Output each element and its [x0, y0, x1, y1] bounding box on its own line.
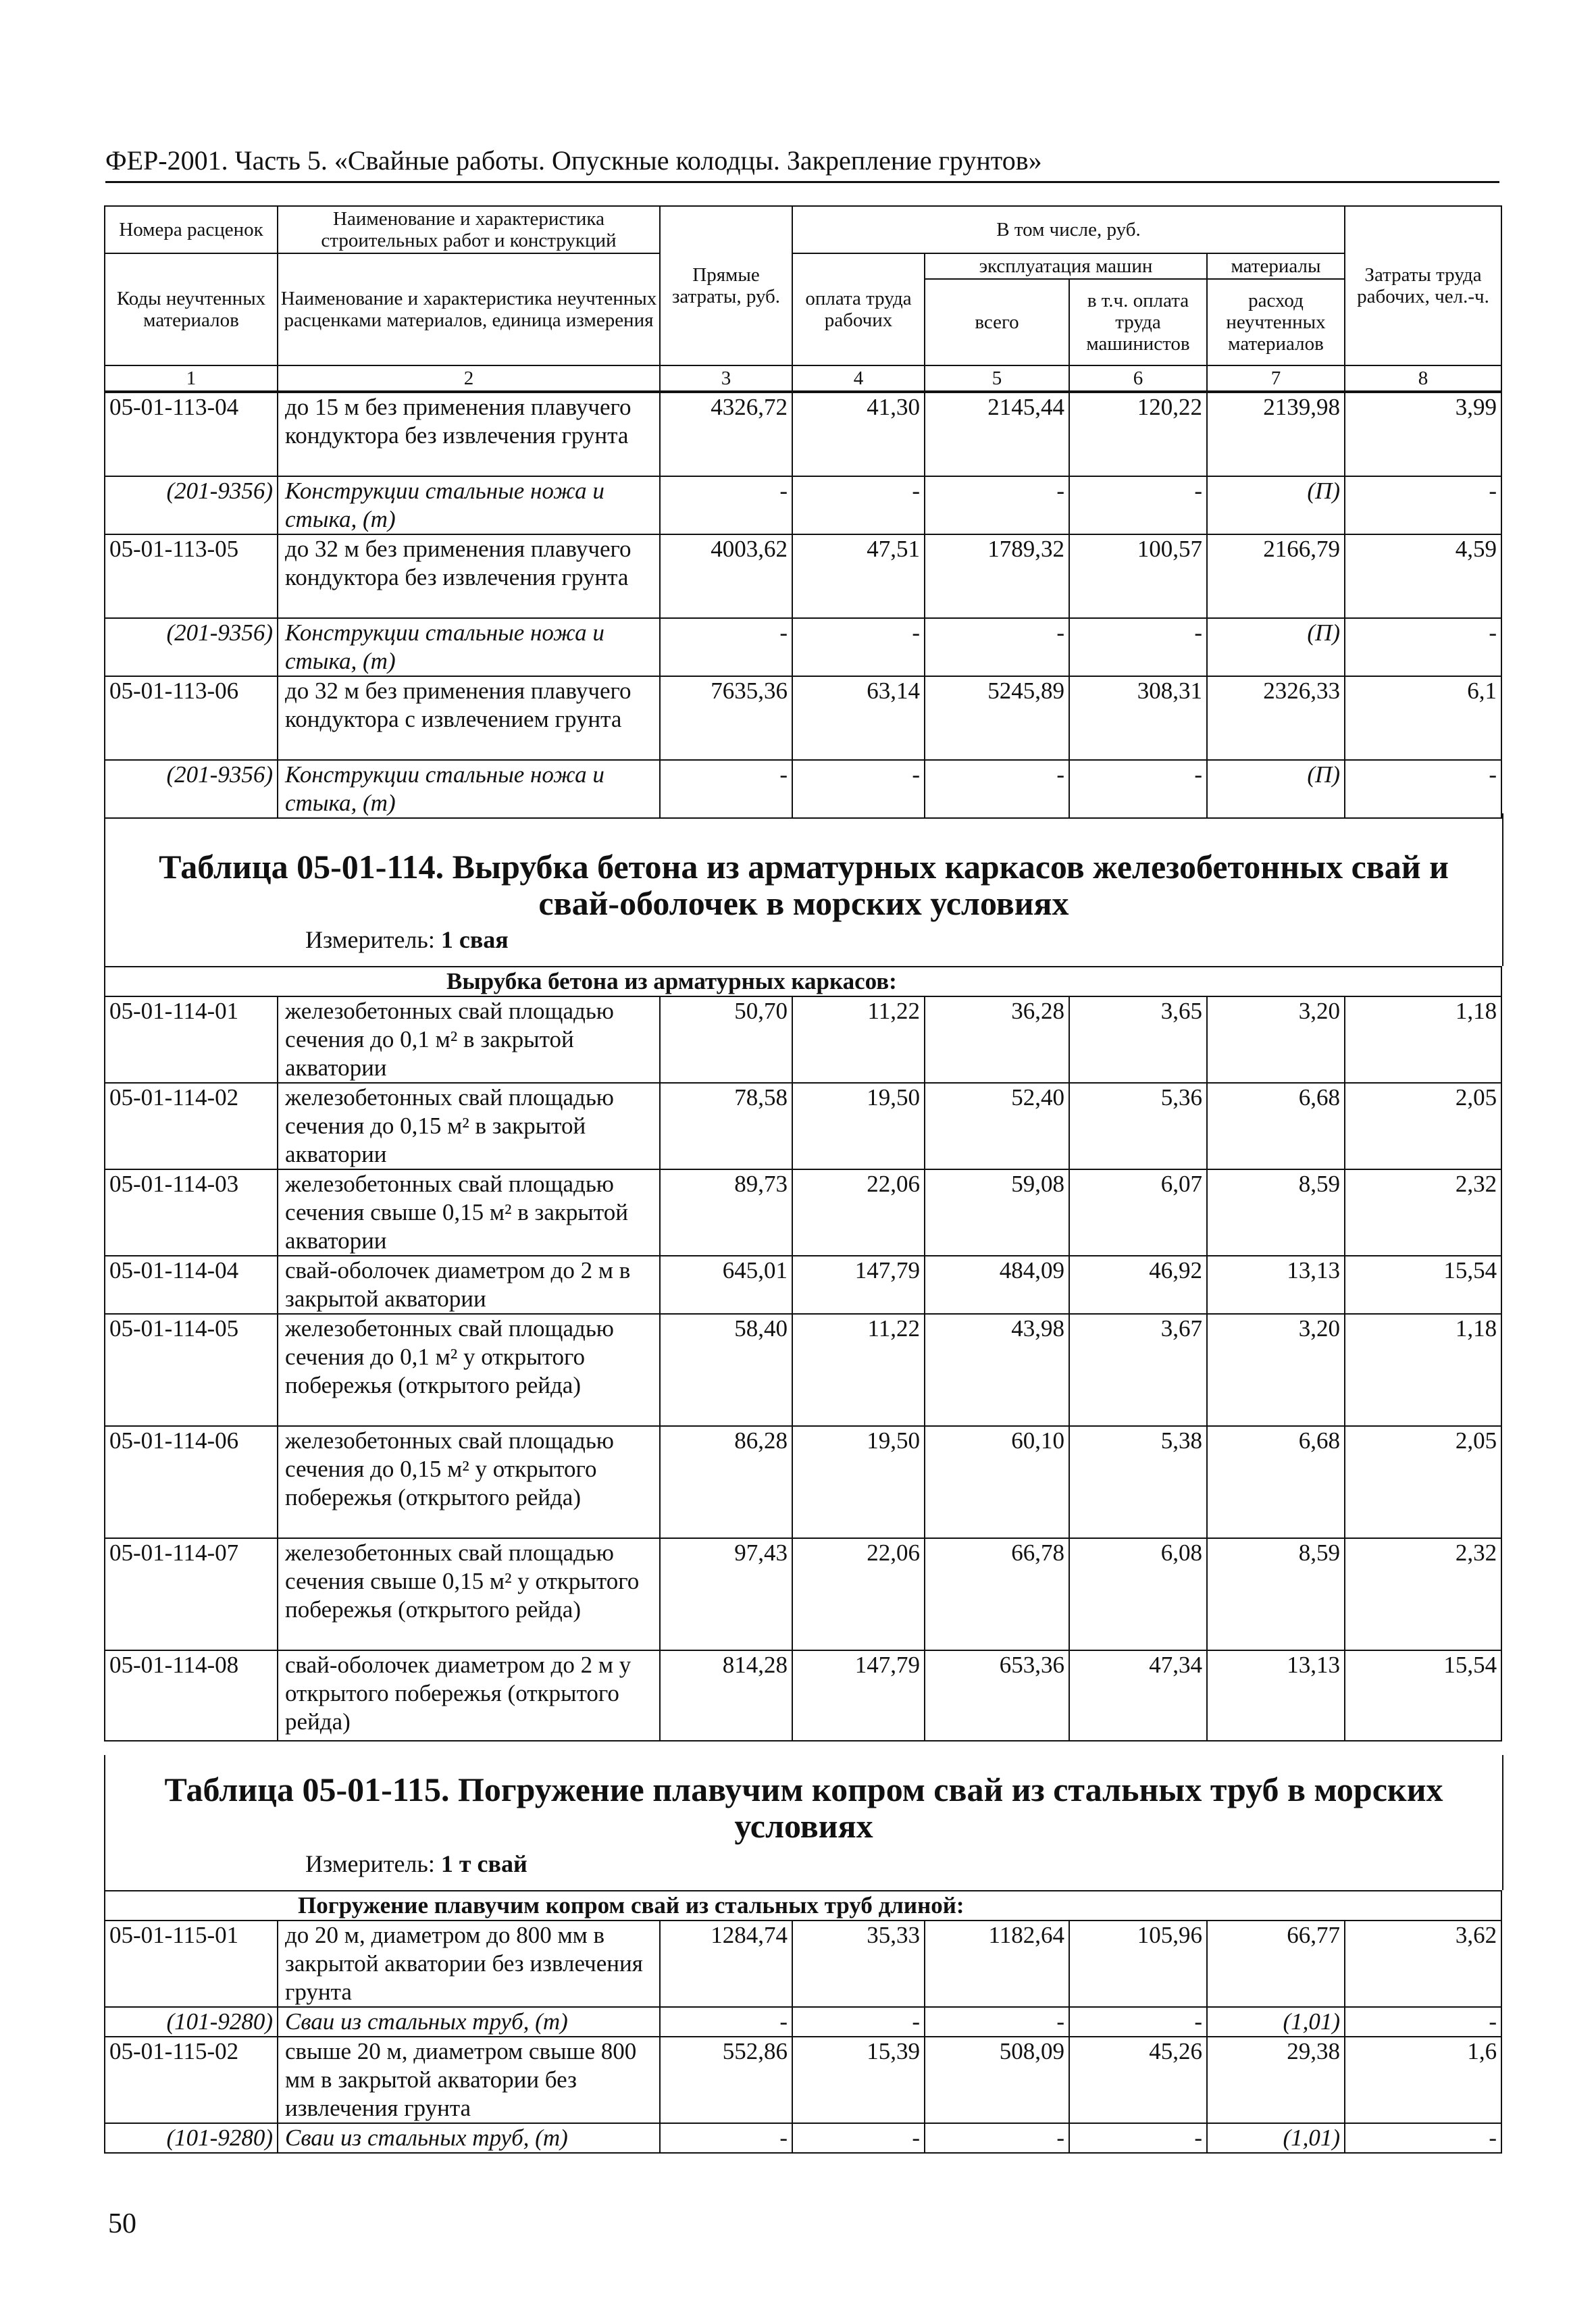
operator-wages: 105,96 — [1069, 1921, 1207, 2007]
rate-code: 05-01-113-05 — [105, 534, 278, 618]
dash: - — [792, 618, 925, 676]
table-row — [105, 1426, 1501, 1538]
labor-hours: 2,05 — [1345, 1426, 1501, 1538]
direct-cost: 4326,72 — [660, 392, 792, 476]
rate-code: 05-01-115-02 — [105, 2037, 278, 2123]
dash: - — [792, 2007, 925, 2037]
operator-wages: 3,67 — [1069, 1314, 1207, 1426]
table-row — [105, 534, 1501, 618]
material-code: (101-9280) — [105, 2007, 278, 2037]
table-title: Таблица 05-01-114. Вырубка бетона из арматурных каркасов железобетонных свай и свай-оболочек в морских условиях — [159, 848, 1449, 922]
material-quantity: (П) — [1207, 760, 1345, 818]
col1-top: Номера расценок — [105, 206, 278, 253]
table-114-body — [104, 966, 1502, 1742]
labor-wages: 22,06 — [792, 1169, 925, 1256]
labor-hours: 6,1 — [1345, 676, 1501, 760]
work-description: железобетонных свай площадью сечения до 0,15 м² у открытого побережья (открытого рейда) — [278, 1426, 660, 1538]
header-rule — [105, 181, 1499, 183]
table-row — [105, 676, 1501, 760]
incl-header: В том числе, руб. — [792, 206, 1345, 253]
direct-cost: 97,43 — [660, 1538, 792, 1650]
unit-line — [305, 1850, 1502, 1878]
dash: - — [1069, 2007, 1207, 2037]
work-description: железобетонных свай площадью сечения до 0,1 м² в закрытой акватории — [278, 996, 660, 1083]
material-description: Сваи из стальных труб, (т) — [278, 2123, 660, 2153]
column-header-table — [104, 205, 1502, 392]
materials-cost: 6,68 — [1207, 1083, 1345, 1169]
labor-hours: 1,6 — [1345, 2037, 1501, 2123]
rate-code: 05-01-114-01 — [105, 996, 278, 1083]
table-row — [105, 1921, 1501, 2007]
table-row — [105, 1650, 1501, 1741]
labor-wages: 147,79 — [792, 1256, 925, 1314]
labor-hours: 15,54 — [1345, 1256, 1501, 1314]
machines-total: 59,08 — [925, 1169, 1069, 1256]
dash: - — [660, 618, 792, 676]
col4-header: оплата труда рабочих — [792, 253, 925, 365]
col5-header: всего — [925, 279, 1069, 365]
work-description: железобетонных свай площадью сечения до 0,1 м² у открытого побережья (открытого рейда) — [278, 1314, 660, 1426]
rate-code: 05-01-114-08 — [105, 1650, 278, 1741]
labor-wages: 22,06 — [792, 1538, 925, 1650]
material-quantity: (П) — [1207, 476, 1345, 534]
dash: - — [1069, 2123, 1207, 2153]
dash: - — [660, 2007, 792, 2037]
labor-wages: 19,50 — [792, 1083, 925, 1169]
material-code: (201-9356) — [105, 760, 278, 818]
material-quantity: (1,01) — [1207, 2007, 1345, 2037]
direct-cost: 7635,36 — [660, 676, 792, 760]
rate-code: 05-01-114-07 — [105, 1538, 278, 1650]
dash: - — [660, 476, 792, 534]
operator-wages: 46,92 — [1069, 1256, 1207, 1314]
labor-hours: 1,18 — [1345, 996, 1501, 1083]
operator-wages: 100,57 — [1069, 534, 1207, 618]
table-115-body — [104, 1890, 1502, 2154]
rate-code: 05-01-114-04 — [105, 1256, 278, 1314]
col2-top: Наименование и характеристика строительных работ и конструкций — [278, 206, 660, 253]
machines-total: 36,28 — [925, 996, 1069, 1083]
table-113-body — [104, 392, 1502, 819]
dash: - — [925, 2123, 1069, 2153]
unit-value: 1 т свай — [440, 1850, 527, 1877]
direct-cost: 58,40 — [660, 1314, 792, 1426]
direct-cost: 78,58 — [660, 1083, 792, 1169]
labor-hours: 3,99 — [1345, 392, 1501, 476]
rate-code: 05-01-113-04 — [105, 392, 278, 476]
col3-header: Прямые затраты, руб. — [660, 206, 792, 365]
col1-bottom: Коды неучтенных материалов — [105, 253, 278, 365]
work-description: до 20 м, диаметром до 800 мм в закрытой акватории без извлечения грунта — [278, 1921, 660, 2007]
dash: - — [660, 2123, 792, 2153]
materials-cost: 13,13 — [1207, 1650, 1345, 1741]
operator-wages: 47,34 — [1069, 1650, 1207, 1741]
labor-hours: 4,59 — [1345, 534, 1501, 618]
labor-hours: 2,32 — [1345, 1169, 1501, 1256]
table-115-title-block — [104, 1755, 1503, 1890]
dash: - — [925, 760, 1069, 818]
machines-total: 5245,89 — [925, 676, 1069, 760]
direct-cost: 50,70 — [660, 996, 792, 1083]
dash: - — [925, 618, 1069, 676]
dash: - — [792, 760, 925, 818]
material-row — [105, 2123, 1501, 2153]
dash: - — [1069, 618, 1207, 676]
materials-cost: 29,38 — [1207, 2037, 1345, 2123]
materials-cost: 2139,98 — [1207, 392, 1345, 476]
group-caption: Погружение плавучим копром свай из стальных труб длиной: — [278, 1891, 1501, 1921]
materials-cost: 3,20 — [1207, 1314, 1345, 1426]
labor-wages: 11,22 — [792, 996, 925, 1083]
col-num-8: 8 — [1345, 365, 1501, 391]
material-description: Конструкции стальные ножа и стыка, (т) — [278, 476, 660, 534]
materials-cost: 8,59 — [1207, 1538, 1345, 1650]
material-row — [105, 618, 1501, 676]
labor-wages: 11,22 — [792, 1314, 925, 1426]
work-description: железобетонных свай площадью сечения свыше 0,15 м² в закрытой акватории — [278, 1169, 660, 1256]
work-description: свай-оболочек диаметром до 2 м у открытого побережья (открытого рейда) — [278, 1650, 660, 1741]
unit-line — [305, 925, 1502, 954]
labor-hours: 2,32 — [1345, 1538, 1501, 1650]
dash: - — [1345, 618, 1501, 676]
materials-cost: 6,68 — [1207, 1426, 1345, 1538]
unit-label: Измеритель: — [305, 926, 435, 953]
direct-cost: 552,86 — [660, 2037, 792, 2123]
col-num-6: 6 — [1069, 365, 1207, 391]
labor-wages: 15,39 — [792, 2037, 925, 2123]
machines-total: 2145,44 — [925, 392, 1069, 476]
unit-value: 1 свая — [440, 926, 509, 953]
material-description: Конструкции стальные ножа и стыка, (т) — [278, 760, 660, 818]
col2-bottom: Наименование и характеристика неучтенных расценками материалов, единица измерения — [278, 253, 660, 365]
materials-cost: 2326,33 — [1207, 676, 1345, 760]
labor-hours: 3,62 — [1345, 1921, 1501, 2007]
direct-cost: 814,28 — [660, 1650, 792, 1741]
direct-cost: 1284,74 — [660, 1921, 792, 2007]
table-row — [105, 392, 1501, 476]
group-row — [105, 1891, 1501, 1921]
direct-cost: 86,28 — [660, 1426, 792, 1538]
work-description: свыше 20 м, диаметром свыше 800 мм в закрытой акватории без извлечения грунта — [278, 2037, 660, 2123]
material-quantity: (1,01) — [1207, 2123, 1345, 2153]
machines-total: 60,10 — [925, 1426, 1069, 1538]
col-num-2: 2 — [278, 365, 660, 391]
materials-cost: 66,77 — [1207, 1921, 1345, 2007]
material-row — [105, 2007, 1501, 2037]
table-row — [105, 2037, 1501, 2123]
col-num-5: 5 — [925, 365, 1069, 391]
materials-header: материалы — [1207, 253, 1345, 279]
unit-label: Измеритель: — [305, 1850, 435, 1877]
col-num-7: 7 — [1207, 365, 1345, 391]
page-header: ФЕР-2001. Часть 5. «Свайные работы. Опускные колодцы. Закрепление грунтов» — [105, 145, 1042, 176]
dash: - — [1345, 760, 1501, 818]
labor-hours: 15,54 — [1345, 1650, 1501, 1741]
operator-wages: 3,65 — [1069, 996, 1207, 1083]
page-number: 50 — [108, 2208, 136, 2239]
table-row — [105, 1538, 1501, 1650]
table-row — [105, 1314, 1501, 1426]
operator-wages: 120,22 — [1069, 392, 1207, 476]
dash: - — [925, 2007, 1069, 2037]
labor-wages: 47,51 — [792, 534, 925, 618]
table-row — [105, 1256, 1501, 1314]
machines-total: 52,40 — [925, 1083, 1069, 1169]
work-description: до 32 м без применения плавучего кондуктора с извлечением грунта — [278, 676, 660, 760]
table-row — [105, 1083, 1501, 1169]
operator-wages: 45,26 — [1069, 2037, 1207, 2123]
table-114-title-block — [104, 813, 1503, 966]
materials-cost: 2166,79 — [1207, 534, 1345, 618]
rate-code: 05-01-113-06 — [105, 676, 278, 760]
labor-hours: 1,18 — [1345, 1314, 1501, 1426]
operator-wages: 5,38 — [1069, 1426, 1207, 1538]
machines-total: 508,09 — [925, 2037, 1069, 2123]
work-description: до 15 м без применения плавучего кондуктора без извлечения грунта — [278, 392, 660, 476]
labor-wages: 63,14 — [792, 676, 925, 760]
table-title: Таблица 05-01-115. Погружение плавучим копром свай из стальных труб в морских условиях — [164, 1771, 1443, 1845]
direct-cost: 645,01 — [660, 1256, 792, 1314]
machines-total: 653,36 — [925, 1650, 1069, 1741]
rate-code: 05-01-115-01 — [105, 1921, 278, 2007]
material-code: (201-9356) — [105, 476, 278, 534]
machines-total: 1182,64 — [925, 1921, 1069, 2007]
col6-header: в т.ч. оплата труда машинистов — [1069, 279, 1207, 365]
dash: - — [1069, 760, 1207, 818]
col-num-3: 3 — [660, 365, 792, 391]
dash: - — [1069, 476, 1207, 534]
material-quantity: (П) — [1207, 618, 1345, 676]
labor-wages: 147,79 — [792, 1650, 925, 1741]
direct-cost: 4003,62 — [660, 534, 792, 618]
operator-wages: 5,36 — [1069, 1083, 1207, 1169]
rate-code: 05-01-114-06 — [105, 1426, 278, 1538]
dash: - — [1345, 476, 1501, 534]
rate-code: 05-01-114-03 — [105, 1169, 278, 1256]
machines-total: 66,78 — [925, 1538, 1069, 1650]
rate-code: 05-01-114-02 — [105, 1083, 278, 1169]
materials-cost: 13,13 — [1207, 1256, 1345, 1314]
labor-wages: 41,30 — [792, 392, 925, 476]
materials-cost: 8,59 — [1207, 1169, 1345, 1256]
material-row — [105, 760, 1501, 818]
work-description: железобетонных свай площадью сечения до 0,15 м² в закрытой акватории — [278, 1083, 660, 1169]
material-description: Конструкции стальные ножа и стыка, (т) — [278, 618, 660, 676]
col8-header: Затраты труда рабочих, чел.-ч. — [1345, 206, 1501, 365]
dash: - — [1345, 2007, 1501, 2037]
material-code: (201-9356) — [105, 618, 278, 676]
labor-wages: 19,50 — [792, 1426, 925, 1538]
labor-hours: 2,05 — [1345, 1083, 1501, 1169]
work-description: железобетонных свай площадью сечения свыше 0,15 м² у открытого побережья (открытого рейда) — [278, 1538, 660, 1650]
dash: - — [792, 476, 925, 534]
operator-wages: 6,08 — [1069, 1538, 1207, 1650]
materials-cost: 3,20 — [1207, 996, 1345, 1083]
table-row — [105, 1169, 1501, 1256]
operator-wages: 308,31 — [1069, 676, 1207, 760]
group-row — [105, 967, 1501, 996]
labor-wages: 35,33 — [792, 1921, 925, 2007]
rate-code: 05-01-114-05 — [105, 1314, 278, 1426]
col-num-1: 1 — [105, 365, 278, 391]
dash: - — [925, 476, 1069, 534]
table-row — [105, 996, 1501, 1083]
work-description: свай-оболочек диаметром до 2 м в закрытой акватории — [278, 1256, 660, 1314]
group-caption: Вырубка бетона из арматурных каркасов: — [278, 967, 1501, 996]
machines-total: 484,09 — [925, 1256, 1069, 1314]
machines-total: 1789,32 — [925, 534, 1069, 618]
material-description: Сваи из стальных труб, (т) — [278, 2007, 660, 2037]
direct-cost: 89,73 — [660, 1169, 792, 1256]
material-code: (101-9280) — [105, 2123, 278, 2153]
dash: - — [660, 760, 792, 818]
operator-wages: 6,07 — [1069, 1169, 1207, 1256]
col7-header: расход неучтенных материалов — [1207, 279, 1345, 365]
work-description: до 32 м без применения плавучего кондуктора без извлечения грунта — [278, 534, 660, 618]
material-row — [105, 476, 1501, 534]
machines-header: эксплуатация машин — [925, 253, 1207, 279]
dash: - — [1345, 2123, 1501, 2153]
dash: - — [792, 2123, 925, 2153]
col-num-4: 4 — [792, 365, 925, 391]
machines-total: 43,98 — [925, 1314, 1069, 1426]
